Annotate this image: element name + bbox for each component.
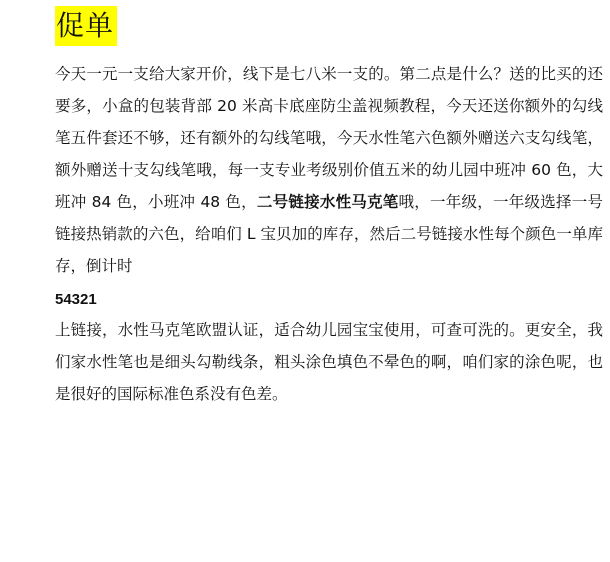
paragraph-promo-details — [55, 58, 603, 282]
countdown-numbers: 54321 — [55, 291, 97, 308]
section-heading: 促单 — [55, 6, 117, 46]
paragraph-product-intro: 上链接，水性马克笔欧盟认证，适合幼儿园宝宝使用，可查可洗的。更安全，我们家水性笔也是细头勾勒线条，粗头涂色填色不晕色的啊，咱们家的涂色呢，也是很好的国际标准色系没有色差。 — [55, 321, 603, 403]
paragraph-text-part2: 哦，一年级，一年级选择一号链接热销款的六色，给咱们 L 宝贝加的库存，然后二号链接水性每个颜色一单库存，倒计时 — [55, 193, 603, 275]
document-body — [55, 0, 603, 410]
paragraph-bold-link-name: 二号链接水性马克笔 — [256, 193, 399, 211]
paragraph-text-part1: 今天一元一支给大家开价，线下是七八米一支的。第二点是什么？送的比买的还要多，小盒的包装背部 20 米高卡底座防尘盖视频教程，今天还送你额外的勾线笔五件套还不够，还有额外的勾线笔哦，今天水性笔六色额外赠送六支勾线笔，额外赠送十支勾线笔哦，每一支专业考级别价值五米的幼儿园中班冲 60 色，大班冲 84 色，小班冲 48 色， — [55, 65, 603, 211]
